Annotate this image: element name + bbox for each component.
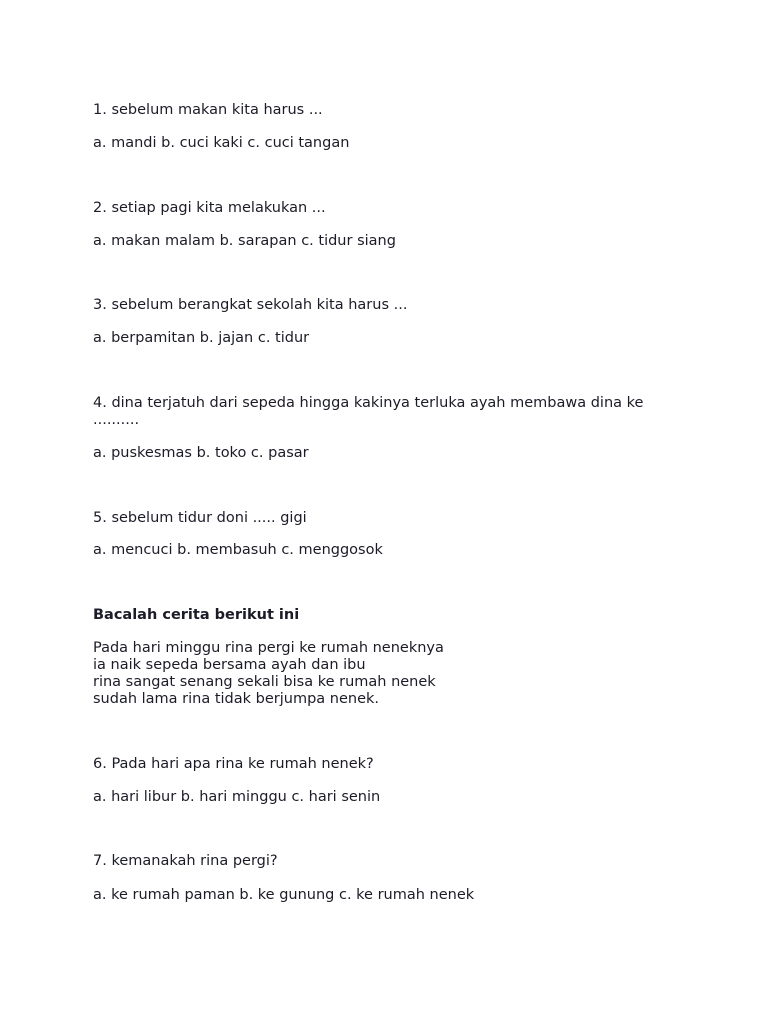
story-line: ia naik sepeda bersama ayah dan ibu (93, 657, 366, 673)
question-3-options: a. berpamitan b. jajan c. tidur (93, 330, 310, 346)
question-7-text: 7. kemanakah rina pergi? (93, 853, 278, 869)
story-line: rina sangat senang sekali bisa ke rumah nenek (93, 674, 436, 690)
story-line: Pada hari minggu rina pergi ke rumah neneknya (93, 640, 444, 656)
question-2-options: a. makan malam b. sarapan c. tidur siang (93, 233, 396, 249)
question-4-options: a. puskesmas b. toko c. pasar (93, 445, 309, 461)
question-3-text: 3. sebelum berangkat sekolah kita harus ... (93, 297, 408, 313)
question-5-text: 5. sebelum tidur doni ..... gigi (93, 510, 307, 526)
story-heading: Bacalah cerita berikut ini (93, 607, 300, 623)
question-7-options: a. ke rumah paman b. ke gunung c. ke rumah nenek (93, 887, 475, 903)
question-1-options: a. mandi b. cuci kaki c. cuci tangan (93, 135, 350, 151)
question-6-text: 6. Pada hari apa rina ke rumah nenek? (93, 756, 374, 772)
story-line: sudah lama rina tidak berjumpa nenek. (93, 691, 380, 707)
question-4-text: 4. dina terjatuh dari sepeda hingga kakinya terluka ayah membawa dina ke .......... (93, 395, 644, 428)
question-1-text: 1. sebelum makan kita harus ... (93, 102, 323, 118)
question-2-text: 2. setiap pagi kita melakukan ... (93, 200, 326, 216)
question-5-options: a. mencuci b. membasuh c. menggosok (93, 542, 383, 558)
question-6-options: a. hari libur b. hari minggu c. hari senin (93, 789, 381, 805)
